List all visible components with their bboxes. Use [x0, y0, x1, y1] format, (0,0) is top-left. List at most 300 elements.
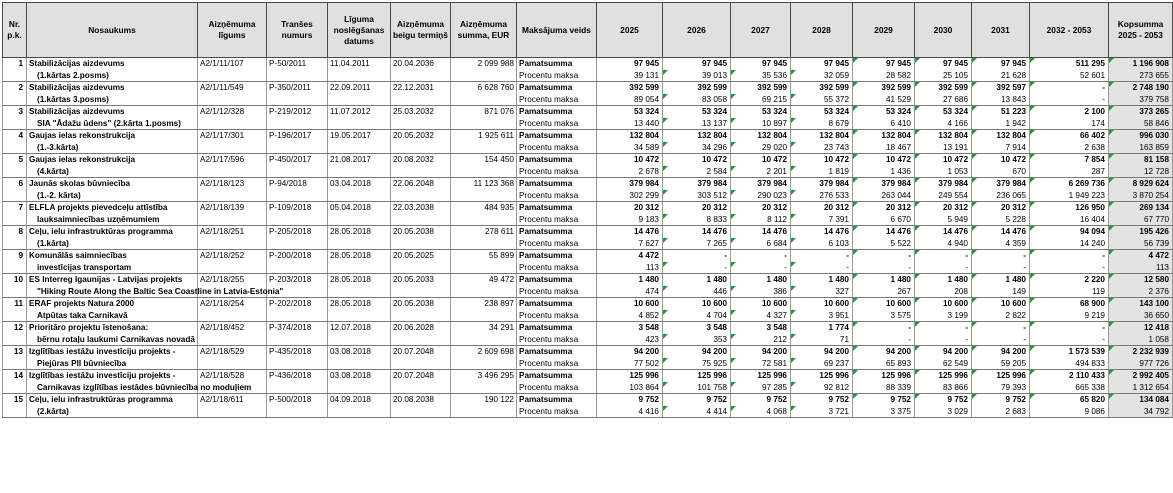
loan-amount-cell[interactable] — [451, 406, 517, 418]
signed-date-cell[interactable] — [328, 406, 391, 418]
contract-cell[interactable] — [198, 406, 267, 418]
end-date-cell[interactable] — [391, 166, 451, 178]
tranche-cell[interactable]: P-450/2017 — [267, 154, 328, 166]
year-value-cell[interactable]: 103 864 — [597, 382, 663, 394]
row-number-cell[interactable] — [3, 286, 27, 298]
year-value-cell[interactable]: - — [853, 334, 915, 346]
year-value-cell[interactable]: - — [972, 334, 1030, 346]
end-date-cell[interactable]: 20.06.2028 — [391, 322, 451, 334]
tranche-cell[interactable] — [267, 190, 328, 202]
project-name-cell[interactable]: Komunālās saimniecības — [27, 250, 198, 262]
project-name-cell[interactable]: (1.-2. kārta) — [27, 190, 198, 202]
loan-amount-cell[interactable] — [451, 286, 517, 298]
year-value-cell[interactable]: 8 833 — [663, 214, 731, 226]
total-cell[interactable]: 1 312 654 — [1109, 382, 1173, 394]
column-header-y2025[interactable]: 2025 — [597, 3, 663, 58]
year-value-cell[interactable]: 94 200 — [731, 346, 791, 358]
tranche-cell[interactable] — [267, 406, 328, 418]
column-header-contract[interactable]: Aizņēmuma līgums — [198, 3, 267, 58]
project-name-cell[interactable]: Stabilizācijas aizdevums — [27, 58, 198, 70]
year-value-cell[interactable]: 1 480 — [791, 274, 853, 286]
signed-date-cell[interactable]: 03.04.2018 — [328, 178, 391, 190]
contract-cell[interactable] — [198, 238, 267, 250]
contract-cell[interactable]: A2/1/11/549 — [198, 82, 267, 94]
signed-date-cell[interactable] — [328, 286, 391, 298]
year-value-cell[interactable]: 72 581 — [731, 358, 791, 370]
loan-amount-cell[interactable]: 55 899 — [451, 250, 517, 262]
payment-type-cell[interactable]: Procentu maksa — [517, 358, 597, 370]
year-value-cell[interactable]: 9 752 — [731, 394, 791, 406]
contract-cell[interactable] — [198, 214, 267, 226]
year-value-cell[interactable]: 132 804 — [663, 130, 731, 142]
year-value-cell[interactable]: - — [791, 250, 853, 262]
loan-amount-cell[interactable] — [451, 190, 517, 202]
year-value-cell[interactable]: - — [972, 322, 1030, 334]
loan-amount-cell[interactable]: 11 123 368 — [451, 178, 517, 190]
year-value-cell[interactable]: 20 312 — [597, 202, 663, 214]
signed-date-cell[interactable]: 19.05.2017 — [328, 130, 391, 142]
end-date-cell[interactable] — [391, 70, 451, 82]
year-value-cell[interactable]: 10 600 — [915, 298, 972, 310]
end-date-cell[interactable] — [391, 358, 451, 370]
year-value-cell[interactable]: 9 752 — [972, 394, 1030, 406]
project-name-cell[interactable]: (1.kārtas 2.posms) — [27, 70, 198, 82]
year-value-cell[interactable]: 14 476 — [853, 226, 915, 238]
contract-cell[interactable]: A2/1/18/254 — [198, 298, 267, 310]
year-value-cell[interactable]: - — [853, 322, 915, 334]
tranche-cell[interactable] — [267, 214, 328, 226]
year-value-cell[interactable]: - — [791, 262, 853, 274]
year-value-cell[interactable]: 9 752 — [915, 394, 972, 406]
year-value-cell[interactable]: 4 068 — [731, 406, 791, 418]
year-value-cell[interactable]: 125 996 — [915, 370, 972, 382]
year-value-cell[interactable]: 25 105 — [915, 70, 972, 82]
payment-type-cell[interactable]: Pamatsumma — [517, 106, 597, 118]
tranche-cell[interactable]: P-50/2011 — [267, 58, 328, 70]
row-number-cell[interactable] — [3, 166, 27, 178]
year-value-cell[interactable]: 327 — [791, 286, 853, 298]
total-cell[interactable]: 58 846 — [1109, 118, 1173, 130]
payment-type-cell[interactable]: Pamatsumma — [517, 130, 597, 142]
total-cell[interactable]: 373 265 — [1109, 106, 1173, 118]
row-number-cell[interactable] — [3, 142, 27, 154]
contract-cell[interactable] — [198, 262, 267, 274]
contract-cell[interactable]: A2/1/18/528 — [198, 370, 267, 382]
end-date-cell[interactable]: 25.03.2032 — [391, 106, 451, 118]
project-name-cell[interactable]: Stabilizācijas aizdevums — [27, 106, 198, 118]
year-value-cell[interactable]: 474 — [597, 286, 663, 298]
column-header-y2032-2053[interactable]: 2032 - 2053 — [1030, 3, 1109, 58]
payment-type-cell[interactable]: Pamatsumma — [517, 346, 597, 358]
year-value-cell[interactable]: 287 — [1030, 166, 1109, 178]
end-date-cell[interactable]: 20.08.2032 — [391, 154, 451, 166]
year-value-cell[interactable]: 4 359 — [972, 238, 1030, 250]
year-value-cell[interactable]: 2 584 — [663, 166, 731, 178]
project-name-cell[interactable]: Atpūtas taka Carnikavā — [27, 310, 198, 322]
loan-amount-cell[interactable]: 278 611 — [451, 226, 517, 238]
loan-amount-cell[interactable] — [451, 142, 517, 154]
end-date-cell[interactable]: 20.07.2048 — [391, 346, 451, 358]
year-value-cell[interactable]: 392 599 — [915, 82, 972, 94]
year-value-cell[interactable]: 20 312 — [853, 202, 915, 214]
year-value-cell[interactable]: 392 599 — [853, 82, 915, 94]
year-value-cell[interactable]: 97 285 — [731, 382, 791, 394]
signed-date-cell[interactable] — [328, 358, 391, 370]
column-header-y2030[interactable]: 2030 — [915, 3, 972, 58]
row-number-cell[interactable]: 7 — [3, 202, 27, 214]
year-value-cell[interactable]: 494 833 — [1030, 358, 1109, 370]
signed-date-cell[interactable] — [328, 70, 391, 82]
contract-cell[interactable] — [198, 94, 267, 106]
row-number-cell[interactable]: 5 — [3, 154, 27, 166]
tranche-cell[interactable] — [267, 70, 328, 82]
year-value-cell[interactable]: 6 269 736 — [1030, 178, 1109, 190]
year-value-cell[interactable]: 27 686 — [915, 94, 972, 106]
project-name-cell[interactable]: investīcijas transportam — [27, 262, 198, 274]
row-number-cell[interactable]: 14 — [3, 370, 27, 382]
year-value-cell[interactable]: 3 548 — [597, 322, 663, 334]
year-value-cell[interactable]: 7 914 — [972, 142, 1030, 154]
end-date-cell[interactable]: 20.05.2038 — [391, 298, 451, 310]
contract-cell[interactable] — [198, 118, 267, 130]
year-value-cell[interactable]: 53 324 — [663, 106, 731, 118]
total-cell[interactable]: 1 058 — [1109, 334, 1173, 346]
year-value-cell[interactable]: 39 131 — [597, 70, 663, 82]
year-value-cell[interactable]: 66 402 — [1030, 130, 1109, 142]
year-value-cell[interactable]: 7 391 — [791, 214, 853, 226]
year-value-cell[interactable]: 10 600 — [972, 298, 1030, 310]
total-cell[interactable]: 113 — [1109, 262, 1173, 274]
project-name-cell[interactable]: ERAF projekts Natura 2000 — [27, 298, 198, 310]
tranche-cell[interactable] — [267, 238, 328, 250]
payment-type-cell[interactable]: Procentu maksa — [517, 190, 597, 202]
total-cell[interactable]: 977 726 — [1109, 358, 1173, 370]
year-value-cell[interactable]: 18 467 — [853, 142, 915, 154]
tranche-cell[interactable]: P-94/2018 — [267, 178, 328, 190]
year-value-cell[interactable]: 126 950 — [1030, 202, 1109, 214]
year-value-cell[interactable]: 9 752 — [791, 394, 853, 406]
year-value-cell[interactable]: 94 200 — [972, 346, 1030, 358]
year-value-cell[interactable]: 1 942 — [972, 118, 1030, 130]
year-value-cell[interactable]: 379 984 — [597, 178, 663, 190]
year-value-cell[interactable]: 353 — [663, 334, 731, 346]
tranche-cell[interactable]: P-436/2018 — [267, 370, 328, 382]
payment-type-cell[interactable]: Procentu maksa — [517, 70, 597, 82]
signed-date-cell[interactable]: 11.07.2012 — [328, 106, 391, 118]
year-value-cell[interactable]: 65 893 — [853, 358, 915, 370]
project-name-cell[interactable]: (1.kārtas 3.posms) — [27, 94, 198, 106]
year-value-cell[interactable]: 13 191 — [915, 142, 972, 154]
total-cell[interactable]: 195 426 — [1109, 226, 1173, 238]
payment-type-cell[interactable]: Pamatsumma — [517, 58, 597, 70]
project-name-cell[interactable]: Izglītības iestāžu investīciju projekts - — [27, 346, 198, 358]
column-header-total[interactable]: Kopsumma 2025 - 2053 — [1109, 3, 1173, 58]
year-value-cell[interactable]: 132 804 — [791, 130, 853, 142]
end-date-cell[interactable] — [391, 262, 451, 274]
year-value-cell[interactable]: - — [915, 250, 972, 262]
column-header-y2026[interactable]: 2026 — [663, 3, 731, 58]
year-value-cell[interactable]: 125 996 — [731, 370, 791, 382]
year-value-cell[interactable]: 97 945 — [597, 58, 663, 70]
total-cell[interactable]: 8 929 624 — [1109, 178, 1173, 190]
year-value-cell[interactable]: 2 220 — [1030, 274, 1109, 286]
year-value-cell[interactable]: 94 200 — [597, 346, 663, 358]
tranche-cell[interactable]: P-350/2011 — [267, 82, 328, 94]
end-date-cell[interactable] — [391, 334, 451, 346]
signed-date-cell[interactable]: 28.05.2018 — [328, 274, 391, 286]
contract-cell[interactable]: A2/1/18/611 — [198, 394, 267, 406]
project-name-cell[interactable]: Jaunās skolas būvniecība — [27, 178, 198, 190]
year-value-cell[interactable]: 68 900 — [1030, 298, 1109, 310]
end-date-cell[interactable]: 22.06.2048 — [391, 178, 451, 190]
year-value-cell[interactable]: 62 549 — [915, 358, 972, 370]
column-header-y2029[interactable]: 2029 — [853, 3, 915, 58]
year-value-cell[interactable]: 3 548 — [731, 322, 791, 334]
loan-amount-cell[interactable]: 2 099 988 — [451, 58, 517, 70]
contract-cell[interactable] — [198, 382, 267, 394]
project-name-cell[interactable]: ELFLA projekts pievedceļu attīstība — [27, 202, 198, 214]
signed-date-cell[interactable]: 04.09.2018 — [328, 394, 391, 406]
year-value-cell[interactable]: 236 065 — [972, 190, 1030, 202]
year-value-cell[interactable]: 208 — [915, 286, 972, 298]
signed-date-cell[interactable]: 22.09.2011 — [328, 82, 391, 94]
year-value-cell[interactable]: 2 822 — [972, 310, 1030, 322]
year-value-cell[interactable]: 39 013 — [663, 70, 731, 82]
tranche-cell[interactable] — [267, 262, 328, 274]
row-number-cell[interactable] — [3, 358, 27, 370]
year-value-cell[interactable]: - — [915, 262, 972, 274]
year-value-cell[interactable]: 379 984 — [972, 178, 1030, 190]
contract-cell[interactable]: A2/1/18/139 — [198, 202, 267, 214]
contract-cell[interactable]: A2/1/18/452 — [198, 322, 267, 334]
contract-cell[interactable] — [198, 334, 267, 346]
column-header-y2028[interactable]: 2028 — [791, 3, 853, 58]
year-value-cell[interactable]: 5 228 — [972, 214, 1030, 226]
year-value-cell[interactable]: 2 683 — [972, 406, 1030, 418]
year-value-cell[interactable]: 10 472 — [791, 154, 853, 166]
payment-type-cell[interactable]: Procentu maksa — [517, 238, 597, 250]
total-cell[interactable]: 1 196 908 — [1109, 58, 1173, 70]
year-value-cell[interactable]: 52 601 — [1030, 70, 1109, 82]
year-value-cell[interactable]: - — [972, 250, 1030, 262]
tranche-cell[interactable] — [267, 286, 328, 298]
total-cell[interactable]: 2 748 190 — [1109, 82, 1173, 94]
signed-date-cell[interactable]: 12.07.2018 — [328, 322, 391, 334]
end-date-cell[interactable]: 20.04.2036 — [391, 58, 451, 70]
project-name-cell[interactable]: (2.kārta) — [27, 406, 198, 418]
year-value-cell[interactable]: 392 599 — [597, 82, 663, 94]
total-cell[interactable]: 996 030 — [1109, 130, 1173, 142]
contract-cell[interactable] — [198, 310, 267, 322]
payment-type-cell[interactable]: Procentu maksa — [517, 118, 597, 130]
tranche-cell[interactable]: P-196/2017 — [267, 130, 328, 142]
year-value-cell[interactable]: 125 996 — [663, 370, 731, 382]
end-date-cell[interactable] — [391, 238, 451, 250]
year-value-cell[interactable]: 2 678 — [597, 166, 663, 178]
row-number-cell[interactable] — [3, 334, 27, 346]
year-value-cell[interactable]: 34 589 — [597, 142, 663, 154]
project-name-cell[interactable]: Izglītības iestāžu investīciju projekts - — [27, 370, 198, 382]
year-value-cell[interactable]: 2 100 — [1030, 106, 1109, 118]
contract-cell[interactable]: A2/1/17/596 — [198, 154, 267, 166]
loan-amount-cell[interactable]: 6 628 760 — [451, 82, 517, 94]
year-value-cell[interactable]: 4 166 — [915, 118, 972, 130]
payment-type-cell[interactable]: Procentu maksa — [517, 214, 597, 226]
loan-amount-cell[interactable] — [451, 214, 517, 226]
year-value-cell[interactable]: 379 984 — [663, 178, 731, 190]
project-name-cell[interactable]: (1.-3.kārta) — [27, 142, 198, 154]
year-value-cell[interactable]: 511 295 — [1030, 58, 1109, 70]
year-value-cell[interactable]: 4 414 — [663, 406, 731, 418]
payment-type-cell[interactable]: Procentu maksa — [517, 142, 597, 154]
tranche-cell[interactable]: P-374/2018 — [267, 322, 328, 334]
year-value-cell[interactable]: 263 044 — [853, 190, 915, 202]
row-number-cell[interactable]: 4 — [3, 130, 27, 142]
payment-type-cell[interactable]: Procentu maksa — [517, 94, 597, 106]
payment-type-cell[interactable]: Pamatsumma — [517, 178, 597, 190]
signed-date-cell[interactable] — [328, 190, 391, 202]
contract-cell[interactable]: A2/1/11/107 — [198, 58, 267, 70]
year-value-cell[interactable]: 10 472 — [853, 154, 915, 166]
year-value-cell[interactable]: 32 059 — [791, 70, 853, 82]
project-name-cell[interactable]: Stabilizācijas aizdevums — [27, 82, 198, 94]
year-value-cell[interactable]: 212 — [731, 334, 791, 346]
contract-cell[interactable] — [198, 358, 267, 370]
year-value-cell[interactable]: - — [915, 334, 972, 346]
contract-cell[interactable] — [198, 190, 267, 202]
tranche-cell[interactable]: P-109/2018 — [267, 202, 328, 214]
year-value-cell[interactable]: 149 — [972, 286, 1030, 298]
year-value-cell[interactable]: 7 265 — [663, 238, 731, 250]
payment-type-cell[interactable]: Pamatsumma — [517, 322, 597, 334]
year-value-cell[interactable]: 53 324 — [915, 106, 972, 118]
column-header-tranche[interactable]: Tranšes numurs — [267, 3, 328, 58]
signed-date-cell[interactable] — [328, 214, 391, 226]
total-cell[interactable]: 2 232 939 — [1109, 346, 1173, 358]
year-value-cell[interactable]: - — [731, 262, 791, 274]
year-value-cell[interactable]: 53 324 — [597, 106, 663, 118]
signed-date-cell[interactable]: 28.05.2018 — [328, 250, 391, 262]
year-value-cell[interactable]: 132 804 — [853, 130, 915, 142]
payment-type-cell[interactable]: Pamatsumma — [517, 298, 597, 310]
row-number-cell[interactable] — [3, 238, 27, 250]
loan-amount-cell[interactable] — [451, 118, 517, 130]
year-value-cell[interactable]: 290 023 — [731, 190, 791, 202]
signed-date-cell[interactable] — [328, 94, 391, 106]
year-value-cell[interactable]: 79 393 — [972, 382, 1030, 394]
year-value-cell[interactable]: 3 721 — [791, 406, 853, 418]
year-value-cell[interactable]: 8 112 — [731, 214, 791, 226]
tranche-cell[interactable]: P-202/2018 — [267, 298, 328, 310]
total-cell[interactable]: 12 418 — [1109, 322, 1173, 334]
tranche-cell[interactable] — [267, 334, 328, 346]
year-value-cell[interactable]: 5 522 — [853, 238, 915, 250]
loan-amount-cell[interactable]: 49 472 — [451, 274, 517, 286]
end-date-cell[interactable] — [391, 310, 451, 322]
payment-type-cell[interactable]: Pamatsumma — [517, 274, 597, 286]
year-value-cell[interactable]: 125 996 — [972, 370, 1030, 382]
signed-date-cell[interactable]: 03.08.2018 — [328, 346, 391, 358]
project-name-cell[interactable]: ES Interreg Igaunijas - Latvijas projekts — [27, 274, 198, 286]
row-number-cell[interactable]: 11 — [3, 298, 27, 310]
year-value-cell[interactable]: 132 804 — [731, 130, 791, 142]
signed-date-cell[interactable] — [328, 382, 391, 394]
year-value-cell[interactable]: 97 945 — [663, 58, 731, 70]
year-value-cell[interactable]: 1 480 — [915, 274, 972, 286]
row-number-cell[interactable] — [3, 262, 27, 274]
year-value-cell[interactable]: 14 476 — [915, 226, 972, 238]
signed-date-cell[interactable] — [328, 334, 391, 346]
year-value-cell[interactable]: 9 219 — [1030, 310, 1109, 322]
loan-amount-cell[interactable] — [451, 70, 517, 82]
year-value-cell[interactable]: 386 — [731, 286, 791, 298]
row-number-cell[interactable]: 2 — [3, 82, 27, 94]
year-value-cell[interactable]: 69 215 — [731, 94, 791, 106]
contract-cell[interactable] — [198, 166, 267, 178]
year-value-cell[interactable]: 20 312 — [972, 202, 1030, 214]
row-number-cell[interactable]: 1 — [3, 58, 27, 70]
year-value-cell[interactable]: 97 945 — [791, 58, 853, 70]
end-date-cell[interactable] — [391, 94, 451, 106]
loan-amount-cell[interactable]: 2 609 698 — [451, 346, 517, 358]
signed-date-cell[interactable]: 03.08.2018 — [328, 370, 391, 382]
year-value-cell[interactable]: 97 945 — [915, 58, 972, 70]
year-value-cell[interactable]: 83 866 — [915, 382, 972, 394]
project-name-cell[interactable]: "Hiking Route Along the Baltic Sea Coastline in Latvia-Estonia" — [27, 286, 198, 298]
end-date-cell[interactable]: 20.05.2025 — [391, 250, 451, 262]
loan-amount-cell[interactable]: 34 291 — [451, 322, 517, 334]
total-cell[interactable]: 273 655 — [1109, 70, 1173, 82]
end-date-cell[interactable] — [391, 142, 451, 154]
year-value-cell[interactable]: 132 804 — [915, 130, 972, 142]
total-cell[interactable]: 67 770 — [1109, 214, 1173, 226]
year-value-cell[interactable]: 4 852 — [597, 310, 663, 322]
payment-type-cell[interactable]: Procentu maksa — [517, 286, 597, 298]
year-value-cell[interactable]: 267 — [853, 286, 915, 298]
year-value-cell[interactable]: - — [1030, 250, 1109, 262]
total-cell[interactable]: 36 650 — [1109, 310, 1173, 322]
end-date-cell[interactable] — [391, 382, 451, 394]
year-value-cell[interactable]: 392 599 — [791, 82, 853, 94]
tranche-cell[interactable] — [267, 142, 328, 154]
year-value-cell[interactable]: 2 201 — [731, 166, 791, 178]
loan-amount-cell[interactable] — [451, 382, 517, 394]
contract-cell[interactable]: A2/1/18/251 — [198, 226, 267, 238]
payment-type-cell[interactable]: Pamatsumma — [517, 370, 597, 382]
year-value-cell[interactable]: 10 472 — [915, 154, 972, 166]
end-date-cell[interactable] — [391, 118, 451, 130]
year-value-cell[interactable]: 14 476 — [597, 226, 663, 238]
project-name-cell[interactable]: (1.kārta) — [27, 238, 198, 250]
year-value-cell[interactable]: 119 — [1030, 286, 1109, 298]
year-value-cell[interactable]: 14 240 — [1030, 238, 1109, 250]
total-cell[interactable]: 2 992 405 — [1109, 370, 1173, 382]
year-value-cell[interactable]: 53 324 — [853, 106, 915, 118]
contract-cell[interactable]: A2/1/18/255 — [198, 274, 267, 286]
contract-cell[interactable] — [198, 286, 267, 298]
year-value-cell[interactable]: 20 312 — [663, 202, 731, 214]
year-value-cell[interactable]: 4 472 — [597, 250, 663, 262]
row-number-cell[interactable]: 12 — [3, 322, 27, 334]
total-cell[interactable]: 143 100 — [1109, 298, 1173, 310]
payment-type-cell[interactable]: Pamatsumma — [517, 394, 597, 406]
row-number-cell[interactable]: 8 — [3, 226, 27, 238]
payment-type-cell[interactable]: Procentu maksa — [517, 166, 597, 178]
year-value-cell[interactable]: 9 752 — [597, 394, 663, 406]
year-value-cell[interactable]: 71 — [791, 334, 853, 346]
year-value-cell[interactable]: - — [915, 322, 972, 334]
year-value-cell[interactable]: 125 996 — [597, 370, 663, 382]
